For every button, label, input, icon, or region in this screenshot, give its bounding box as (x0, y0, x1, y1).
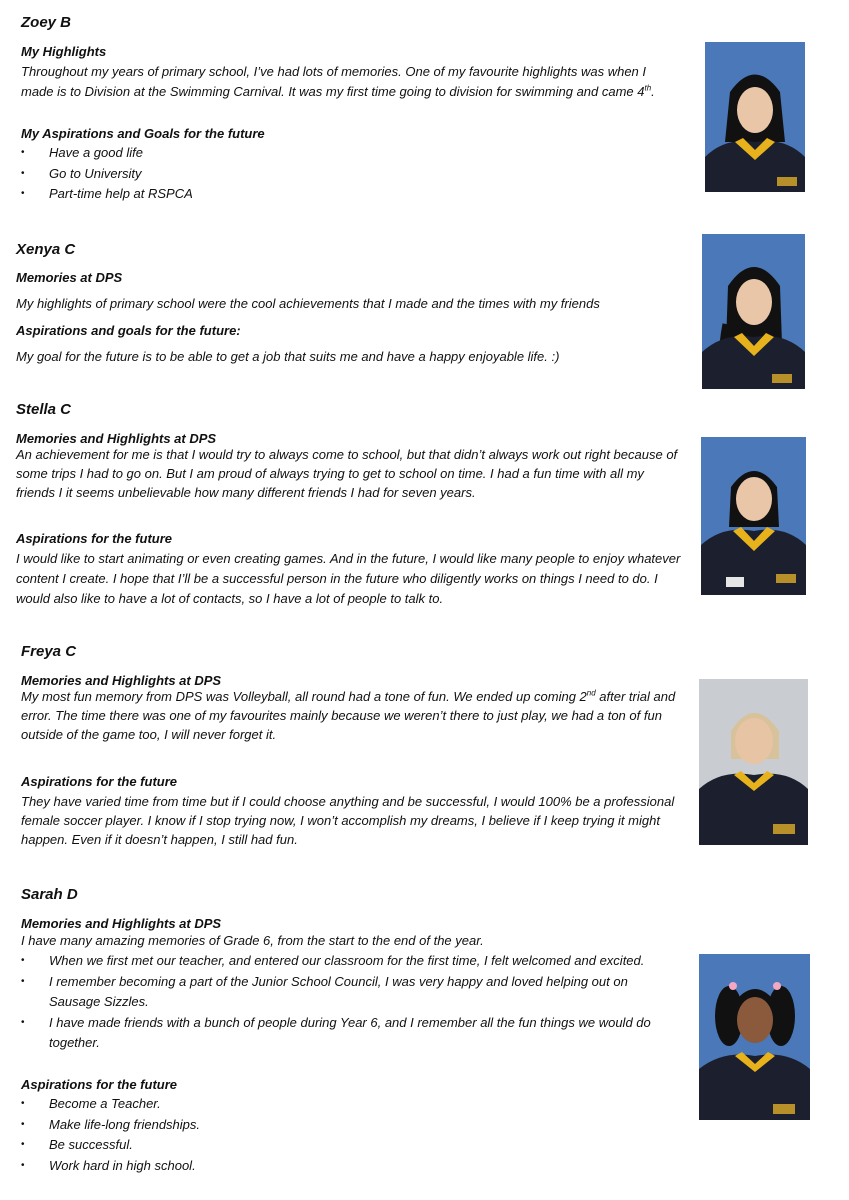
goals-list (21, 143, 621, 205)
student-name: Sarah D (21, 886, 78, 903)
section-heading: Aspirations for the future (21, 1077, 178, 1092)
student-photo (701, 437, 806, 595)
memories-list (21, 951, 681, 1054)
list-item: • Be successful. (21, 1137, 133, 1152)
student-name: Zoey B (21, 14, 72, 31)
list-item: • I have made friends with a bunch of people during Year 6, and I remember all the fun things we would do together. (21, 1014, 651, 1050)
section-heading: Memories at DPS (16, 270, 123, 285)
section-text: My most fun memory from DPS was Volleyball, all round had a tone of fun. We ended up coming 2nd after trial and error. The time there was one of my favourites mainly because we weren’t there to just play, we had a ton of fun outside of the game too, I will never forget it. (21, 688, 676, 742)
section-heading: Memories and Highlights at DPS (21, 673, 222, 688)
student-photo (699, 679, 808, 845)
section-text: I have many amazing memories of Grade 6, from the start to the end of the year. (21, 933, 484, 948)
student-photo (699, 954, 810, 1120)
list-item: • Make life-long friendships. (21, 1116, 201, 1132)
section-text: An achievement for me is that I would try to always come to school, but that didn’t always work out right because of some trips I had to go on. But I am proud of always trying to get to school on time. I had a fun time with all my friends I it seems unbelievable how many different friends I had for seven years. (16, 447, 678, 500)
section-text: My goal for the future is to be able to get a job that suits me and have a happy enjoyable life. :) (16, 349, 560, 364)
section-heading: My Aspirations and Goals for the future (21, 126, 265, 141)
section-text: They have varied time from time but if I could choose anything and be successful, I would 100% be a professional female soccer player. I know if I stop trying now, I won’t accomplish my dreams, I believe if I keep trying it might happen. Even if it doesn’t happen, I still had fun. (21, 794, 675, 847)
section-heading: Aspirations and goals for the future: (16, 323, 241, 338)
goals-list (21, 1094, 621, 1176)
list-item: • Go to University (21, 165, 142, 181)
student-name: Stella C (16, 401, 72, 418)
student-photo (705, 42, 805, 192)
section-text: My highlights of primary school were the cool achievements that I made and the times with my friends (16, 296, 600, 311)
section-heading: Memories and Highlights at DPS (16, 431, 217, 446)
list-item: • Work hard in high school. (21, 1157, 196, 1173)
list-item: • Become a Teacher. (21, 1096, 161, 1111)
section-text: I would like to start animating or even creating games. And in the future, I would like many people to enjoy whatever content I create. I hope that I’ll be a successful person in the future who diligently works on things I need to do. I would also like to have a lot of contacts, so I have a lot of people to talk to. (16, 551, 681, 606)
superscript: th (644, 83, 652, 93)
student-photo (702, 234, 805, 389)
student-name: Xenya C (16, 241, 76, 258)
list-item: • I remember becoming a part of the Junior School Council, I was very happy and loved helping out on Sausage Sizzles. (21, 973, 628, 1009)
student-name: Freya C (21, 643, 77, 660)
section-heading: My Highlights (21, 44, 107, 59)
section-heading: Aspirations for the future (16, 531, 173, 546)
section-heading: Aspirations for the future (21, 774, 178, 789)
list-item: • Have a good life (21, 145, 143, 160)
superscript: nd (586, 688, 596, 698)
list-item: • When we first met our teacher, and entered our classroom for the first time, I felt welcomed and excited. (21, 953, 645, 968)
list-item: • Part-time help at RSPCA (21, 186, 193, 201)
section-text: Throughout my years of primary school, I’ve had lots of memories. One of my favourite highlights was when I made is to Division at the Swimming Carnival. It was my first time going to division for swimming and came 4th. (21, 64, 655, 99)
section-heading: Memories and Highlights at DPS (21, 916, 222, 931)
